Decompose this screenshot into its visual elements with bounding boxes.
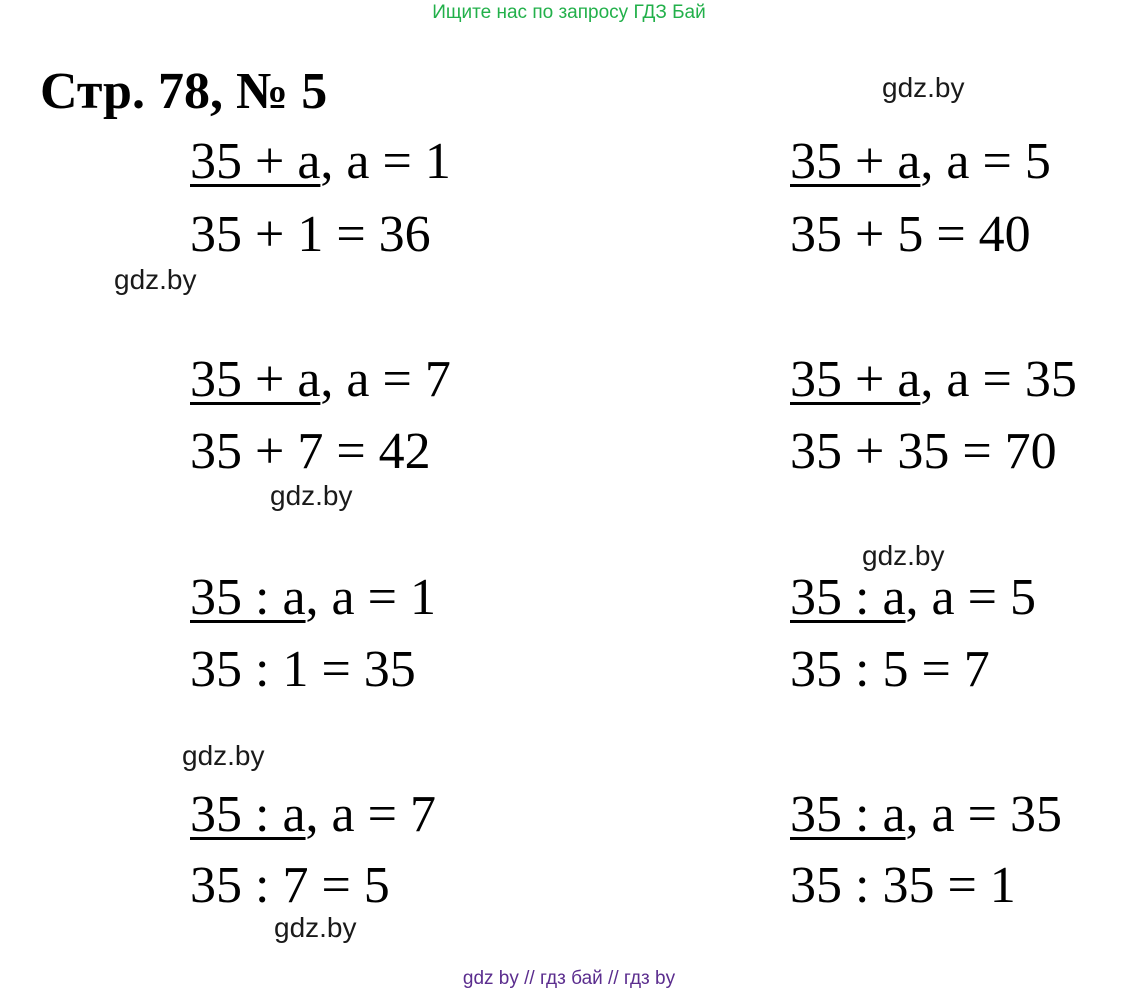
problem-5-condition xyxy=(190,568,436,628)
watermark: gdz.by xyxy=(114,264,197,295)
problem-2-result: 35 + 5 = 40 xyxy=(790,206,1031,263)
problem-3-expression: 35 + a xyxy=(190,351,321,408)
problem-2-condition xyxy=(790,132,1051,192)
problem-4-result: 35 + 35 = 70 xyxy=(790,423,1057,480)
problem-7-expression: 35 : a xyxy=(190,786,306,843)
problem-7-value: , a = 7 xyxy=(305,786,436,843)
problem-4-expression: 35 + a xyxy=(790,351,921,408)
problem-5-result: 35 : 1 = 35 xyxy=(190,641,416,698)
problem-6-expression: 35 : a xyxy=(790,569,906,626)
watermark: gdz.by xyxy=(274,912,357,943)
top-banner: Ищите нас по запросу ГДЗ Бай xyxy=(432,2,706,23)
watermark: gdz.by xyxy=(182,740,265,771)
page-heading: Стр. 78, № 5 xyxy=(40,63,328,120)
problem-6-value: , a = 5 xyxy=(905,569,1036,626)
problem-4-condition xyxy=(790,350,1077,410)
problem-5-expression: 35 : a xyxy=(190,569,306,626)
problem-2-value: , a = 5 xyxy=(920,133,1051,190)
problem-8-condition xyxy=(790,785,1062,845)
problem-1-value: , a = 1 xyxy=(320,133,451,190)
problem-4-value: , a = 35 xyxy=(920,351,1077,408)
problem-6-result: 35 : 5 = 7 xyxy=(790,641,990,698)
problem-3-condition xyxy=(190,350,451,410)
problem-5-value: , a = 1 xyxy=(305,569,436,626)
problem-7-result: 35 : 7 = 5 xyxy=(190,857,390,914)
problem-1-result: 35 + 1 = 36 xyxy=(190,206,431,263)
problem-1-expression: 35 + a xyxy=(190,133,321,190)
problem-8-expression: 35 : a xyxy=(790,786,906,843)
problem-1-condition xyxy=(190,132,451,192)
problem-7-condition xyxy=(190,785,436,845)
watermark: gdz.by xyxy=(882,72,965,103)
problem-8-result: 35 : 35 = 1 xyxy=(790,857,1016,914)
problem-3-value: , a = 7 xyxy=(320,351,451,408)
problem-3-result: 35 + 7 = 42 xyxy=(190,423,431,480)
watermark: gdz.by xyxy=(270,480,353,511)
watermark: gdz.by xyxy=(862,540,945,571)
problem-8-value: , a = 35 xyxy=(905,786,1062,843)
problem-6-condition xyxy=(790,568,1036,628)
problem-2-expression: 35 + a xyxy=(790,133,921,190)
footer-links[interactable]: gdz by // гдз бай // гдз by xyxy=(462,968,676,989)
